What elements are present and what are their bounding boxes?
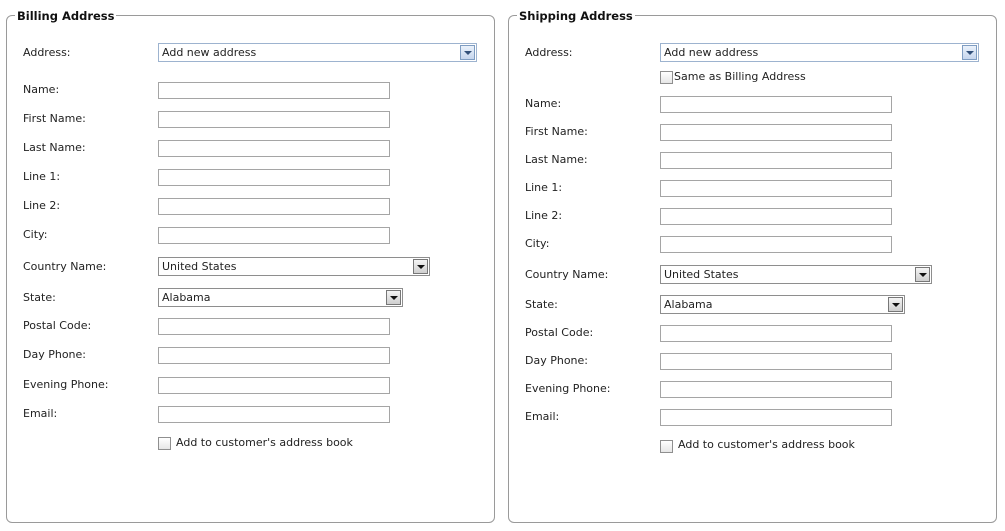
same-as-billing-label: Same as Billing Address — [674, 70, 806, 83]
shipping-line1-input[interactable] — [660, 180, 892, 197]
shipping-city-input[interactable] — [660, 236, 892, 253]
shipping-address-book-checkbox[interactable] — [660, 440, 673, 453]
shipping-evening-phone-label: Evening Phone: — [525, 382, 611, 395]
billing-line2-input[interactable] — [158, 198, 390, 215]
shipping-email-label: Email: — [525, 410, 560, 423]
same-as-billing-checkbox[interactable] — [660, 71, 673, 84]
shipping-address-select[interactable] — [660, 43, 979, 62]
billing-address-book-label: Add to customer's address book — [176, 436, 353, 449]
billing-country-label: Country Name: — [23, 260, 107, 273]
shipping-day-phone-label: Day Phone: — [525, 354, 588, 367]
billing-postal-input[interactable] — [158, 318, 390, 335]
billing-address-panel — [6, 9, 495, 523]
shipping-line2-input[interactable] — [660, 208, 892, 225]
billing-email-label: Email: — [23, 407, 58, 420]
shipping-address-label: Address: — [525, 46, 573, 59]
billing-address-select[interactable] — [158, 43, 477, 62]
billing-state-label: State: — [23, 291, 56, 304]
billing-country-value: United States — [162, 260, 237, 273]
shipping-postal-input[interactable] — [660, 325, 892, 342]
shipping-country-label: Country Name: — [525, 268, 609, 281]
shipping-line2-label: Line 2: — [525, 209, 563, 222]
billing-first-name-label: First Name: — [23, 112, 86, 125]
shipping-state-label: State: — [525, 298, 558, 311]
shipping-last-name-input[interactable] — [660, 152, 892, 169]
billing-line2-label: Line 2: — [23, 199, 61, 212]
chevron-down-icon[interactable] — [413, 259, 428, 274]
shipping-address-panel — [508, 9, 997, 523]
chevron-down-icon[interactable] — [962, 45, 977, 60]
billing-last-name-label: Last Name: — [23, 141, 86, 154]
billing-first-name-input[interactable] — [158, 111, 390, 128]
shipping-country-value: United States — [664, 268, 739, 281]
shipping-line1-label: Line 1: — [525, 181, 563, 194]
shipping-country-select[interactable] — [660, 265, 932, 284]
billing-evening-phone-label: Evening Phone: — [23, 378, 109, 391]
billing-line1-input[interactable] — [158, 169, 390, 186]
billing-country-select[interactable] — [158, 257, 430, 276]
shipping-name-label: Name: — [525, 97, 562, 110]
shipping-name-input[interactable] — [660, 96, 892, 113]
billing-city-label: City: — [23, 228, 48, 241]
chevron-down-icon[interactable] — [386, 290, 401, 305]
shipping-address-book-label: Add to customer's address book — [678, 438, 855, 451]
billing-name-input[interactable] — [158, 82, 390, 99]
shipping-address-value: Add new address — [664, 46, 759, 59]
billing-address-book-checkbox[interactable] — [158, 437, 171, 450]
shipping-postal-label: Postal Code: — [525, 326, 594, 339]
shipping-evening-phone-input[interactable] — [660, 381, 892, 398]
chevron-down-icon[interactable] — [888, 297, 903, 312]
shipping-city-label: City: — [525, 237, 550, 250]
billing-address-label: Address: — [23, 46, 71, 59]
billing-line1-label: Line 1: — [23, 170, 61, 183]
chevron-down-icon[interactable] — [915, 267, 930, 282]
shipping-state-value: Alabama — [664, 298, 713, 311]
billing-email-input[interactable] — [158, 406, 390, 423]
billing-last-name-input[interactable] — [158, 140, 390, 157]
shipping-email-input[interactable] — [660, 409, 892, 426]
shipping-legend: Shipping Address — [519, 9, 633, 23]
shipping-first-name-label: First Name: — [525, 125, 588, 138]
shipping-day-phone-input[interactable] — [660, 353, 892, 370]
shipping-first-name-input[interactable] — [660, 124, 892, 141]
billing-day-phone-label: Day Phone: — [23, 348, 86, 361]
shipping-last-name-label: Last Name: — [525, 153, 588, 166]
billing-address-value: Add new address — [162, 46, 257, 59]
shipping-state-select[interactable] — [660, 295, 905, 314]
billing-day-phone-input[interactable] — [158, 347, 390, 364]
chevron-down-icon[interactable] — [460, 45, 475, 60]
billing-legend: Billing Address — [17, 9, 115, 23]
billing-city-input[interactable] — [158, 227, 390, 244]
billing-postal-label: Postal Code: — [23, 319, 92, 332]
billing-evening-phone-input[interactable] — [158, 377, 390, 394]
billing-state-select[interactable] — [158, 288, 403, 307]
billing-name-label: Name: — [23, 83, 60, 96]
billing-state-value: Alabama — [162, 291, 211, 304]
